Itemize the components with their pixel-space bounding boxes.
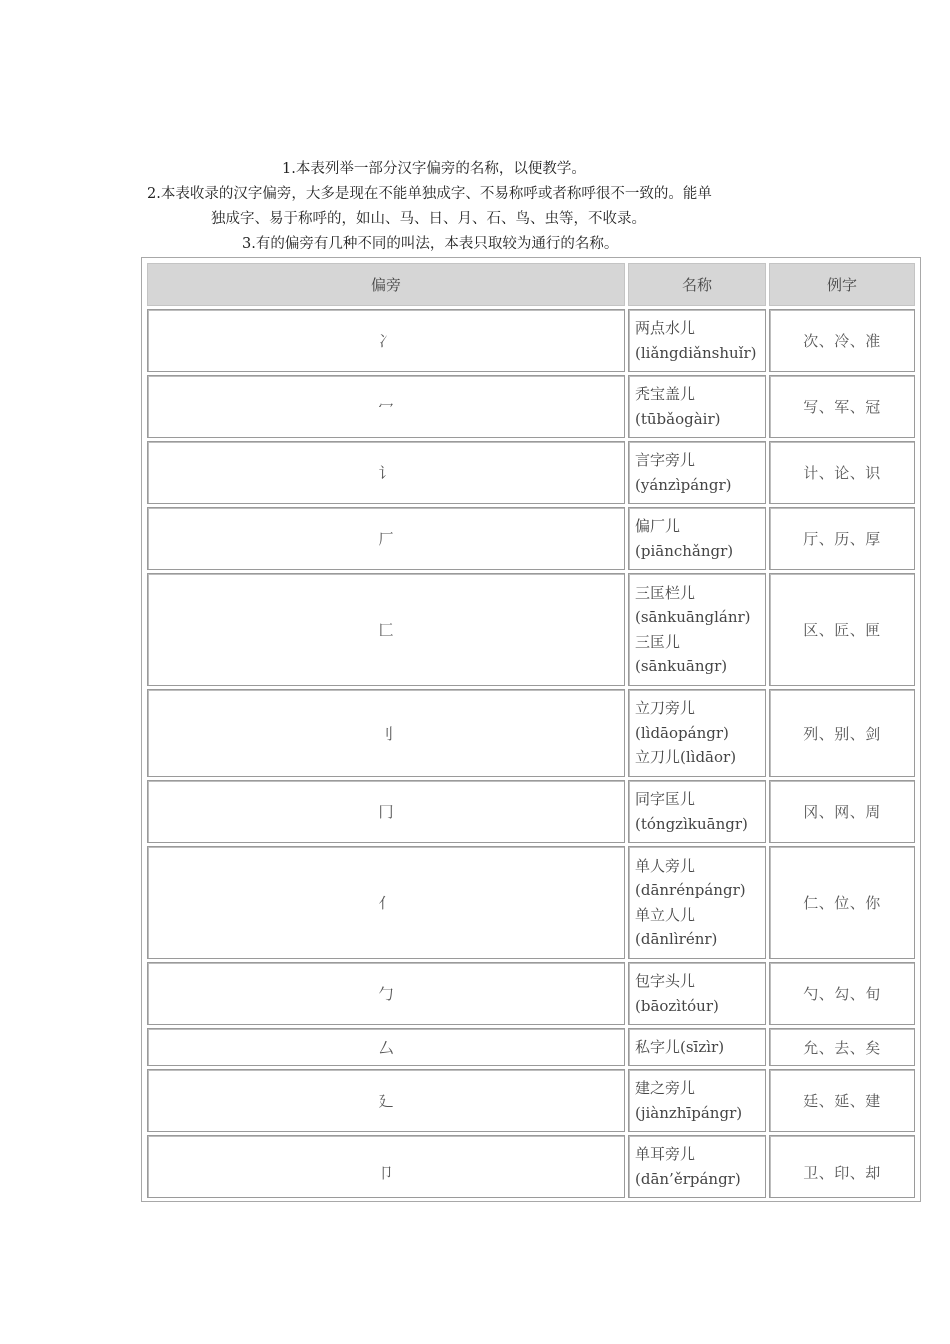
- table-row: [147, 507, 915, 570]
- table-row: [147, 689, 915, 777]
- examples-cell: 写、军、冠: [769, 375, 915, 438]
- name-line: 立刀旁儿: [635, 699, 696, 718]
- name-line: 包字头儿: [635, 972, 696, 990]
- radical-cell: 亻: [147, 846, 625, 959]
- examples-cell: 次、冷、准: [769, 309, 915, 372]
- name-line: (jiànzhīpángr): [635, 1103, 743, 1122]
- radical-table-frame: [141, 257, 921, 1202]
- name-line: 言字旁儿: [635, 451, 696, 469]
- radical-cell: 厶: [147, 1028, 625, 1066]
- name-line: (yánzìpángr): [635, 475, 732, 494]
- name-line: (lìdāopángr): [635, 723, 729, 742]
- table-row: [147, 1028, 915, 1066]
- name-line: (piānchǎngr): [635, 541, 734, 560]
- name-cell: [628, 573, 766, 686]
- name-line: 秃宝盖儿: [635, 385, 696, 403]
- table-row: [147, 309, 915, 372]
- radical-cell: 冂: [147, 780, 625, 843]
- radical-cell: 匚: [147, 573, 625, 686]
- name-line: (dānlìrénr): [635, 930, 718, 948]
- examples-cell: 仁、位、你: [769, 846, 915, 959]
- name-line: (dān’ěrpángr): [635, 1169, 741, 1188]
- name-line: 偏厂儿: [635, 517, 681, 535]
- examples-cell: 区、匠、匣: [769, 573, 915, 686]
- examples-cell: 廷、延、建: [769, 1069, 915, 1132]
- radical-cell: 卩: [147, 1135, 625, 1198]
- examples-cell: 勺、勾、旬: [769, 962, 915, 1025]
- name-cell: [628, 441, 766, 504]
- table-row: [147, 1069, 915, 1132]
- header-radical: 偏旁: [147, 263, 625, 306]
- name-line: (liǎngdiǎnshuǐr): [635, 343, 757, 362]
- note-3: 3.有的偏旁有几种不同的叫法，本表只取较为通行的名称。: [242, 236, 619, 252]
- examples-cell: 允、去、矣: [769, 1028, 915, 1066]
- examples-cell: 计、论、识: [769, 441, 915, 504]
- table-row: [147, 375, 915, 438]
- radical-cell: 刂: [147, 689, 625, 777]
- name-cell: [628, 507, 766, 570]
- name-line: 同字匡儿: [635, 790, 696, 808]
- table-row: [147, 962, 915, 1025]
- examples-cell: 厅、历、厚: [769, 507, 915, 570]
- name-line: (tūbǎogàir): [635, 409, 721, 428]
- note-2: 2.本表收录的汉字偏旁，大多是现在不能单独成字、不易称呼或者称呼很不一致的。能单: [147, 186, 712, 202]
- table-row: [147, 846, 915, 959]
- table-row: [147, 573, 915, 686]
- radical-table: [144, 260, 918, 1201]
- table-header-row: [147, 263, 915, 306]
- name-line: (dānrénpángr): [635, 881, 746, 899]
- name-line: 单立人儿: [635, 905, 696, 924]
- radical-cell: 冖: [147, 375, 625, 438]
- note-1: 1.本表列举一部分汉字偏旁的名称，以便教学。: [282, 161, 586, 177]
- name-cell: [628, 846, 766, 959]
- header-examples: 例字: [769, 263, 915, 306]
- table-row: [147, 1135, 915, 1198]
- name-line: 两点水儿: [635, 319, 696, 337]
- radical-cell: 冫: [147, 309, 625, 372]
- name-line: 单人旁儿: [635, 856, 696, 875]
- radical-cell: 厂: [147, 507, 625, 570]
- name-cell: [628, 1028, 766, 1066]
- name-cell: [628, 689, 766, 777]
- name-line: 三匡栏儿: [635, 583, 696, 602]
- name-line: 单耳旁儿: [635, 1145, 696, 1163]
- name-line: 立刀儿(lìdāor): [635, 748, 737, 767]
- name-cell: [628, 780, 766, 843]
- name-line: 私字儿(sīzìr): [635, 1037, 725, 1056]
- name-line: (sānkuānglánr): [635, 608, 751, 626]
- table-row: [147, 441, 915, 504]
- name-line: 三匡儿: [635, 632, 681, 651]
- name-cell: [628, 962, 766, 1025]
- table-row: [147, 780, 915, 843]
- radical-cell: 勹: [147, 962, 625, 1025]
- examples-cell: 冈、网、周: [769, 780, 915, 843]
- name-cell: [628, 309, 766, 372]
- radical-cell: 廴: [147, 1069, 625, 1132]
- name-line: 建之旁儿: [635, 1079, 696, 1097]
- name-line: (sānkuāngr): [635, 657, 728, 675]
- name-cell: [628, 1069, 766, 1132]
- examples-cell: 卫、印、却: [769, 1135, 915, 1198]
- radical-cell: 讠: [147, 441, 625, 504]
- examples-cell: 列、别、剑: [769, 689, 915, 777]
- name-cell: [628, 1135, 766, 1198]
- name-line: (tóngzìkuāngr): [635, 814, 748, 833]
- name-line: (bāozìtóur): [635, 996, 719, 1015]
- header-name: 名称: [628, 263, 766, 306]
- note-2-continued: 独成字、易于称呼的，如山、马、日、月、石、鸟、虫等，不收录。: [211, 211, 646, 227]
- name-cell: [628, 375, 766, 438]
